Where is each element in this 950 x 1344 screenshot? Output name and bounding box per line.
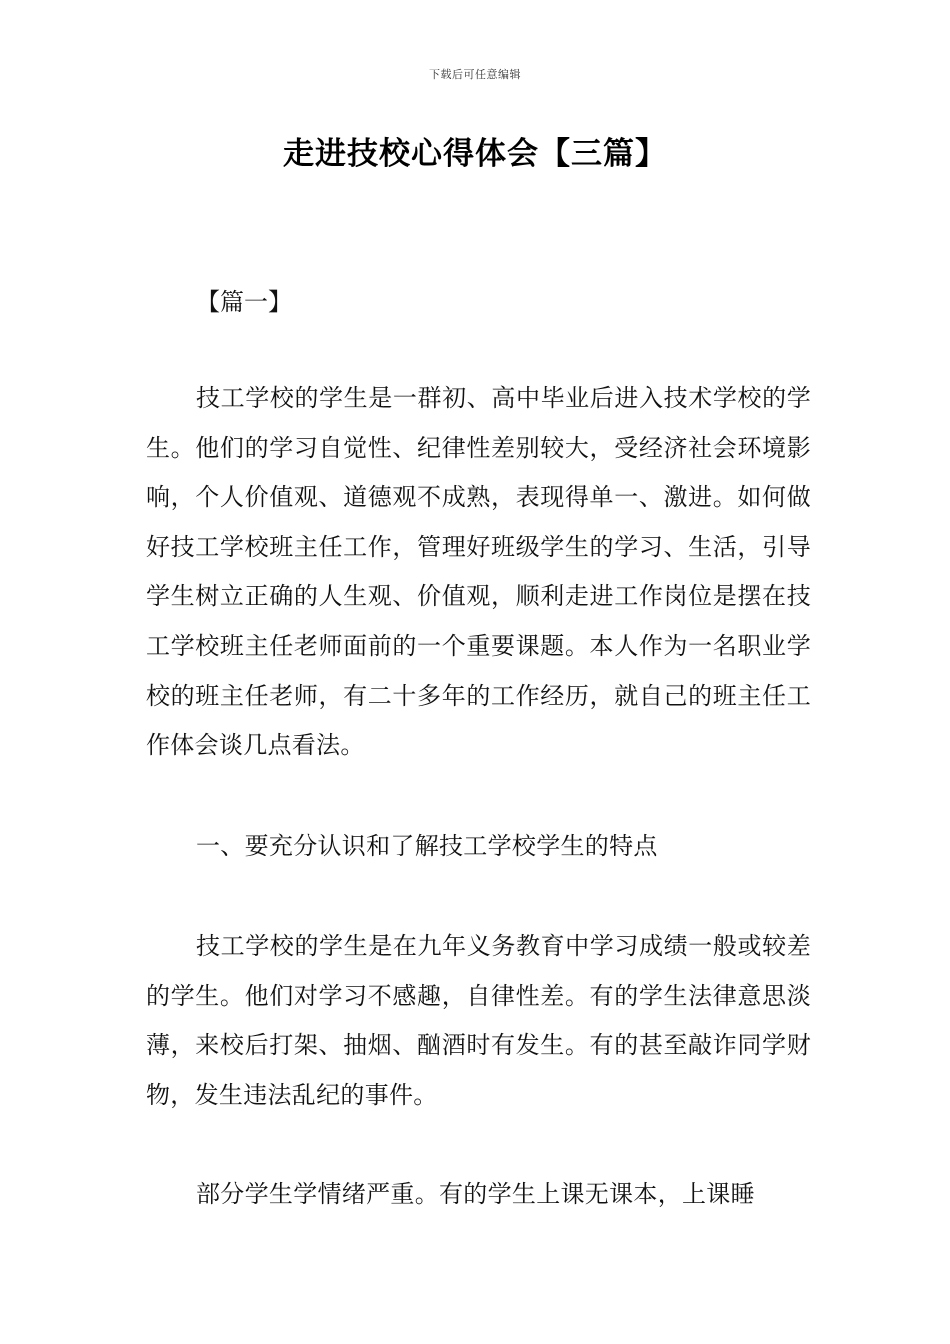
section-label: 【篇一】 (196, 288, 292, 316)
subheading-1: 一、要充分认识和了解技工学校学生的特点 (196, 832, 658, 860)
paragraph-students-traits: 技工学校的学生是在九年义务教育中学习成绩一般或较差的学生。他们对学习不感趣，自律性差。有的学生法律意思淡薄，来校后打架、抽烟、酗酒时有发生。有的甚至敲诈同学财物，发生违法乱纪的事件。 (146, 932, 811, 1109)
document-title: 走进技校心得体会【三篇】 (283, 136, 667, 172)
header-note: 下载后可任意编辑 (429, 68, 521, 81)
paragraph-students-mood: 部分学生学情绪严重。有的学生上课无课本，上课睡 (196, 1180, 755, 1208)
paragraph-intro: 技工学校的学生是一群初、高中毕业后进入技术学校的学生。他们的学习自觉性、纪律性差别较大，受经济社会环境影响，个人价值观、道德观不成熟，表现得单一、激进。如何做好技工学校班主任工作，管理好班级学生的学习、生活，引导学生树立正确的人生观、价值观，顺利走进工作岗位是摆在技工学校班主任老师面前的一个重要课题。本人作为一名职业学校的班主任老师，有二十多年的工作经历，就自己的班主任工作体会谈几点看法。 (146, 384, 811, 760)
